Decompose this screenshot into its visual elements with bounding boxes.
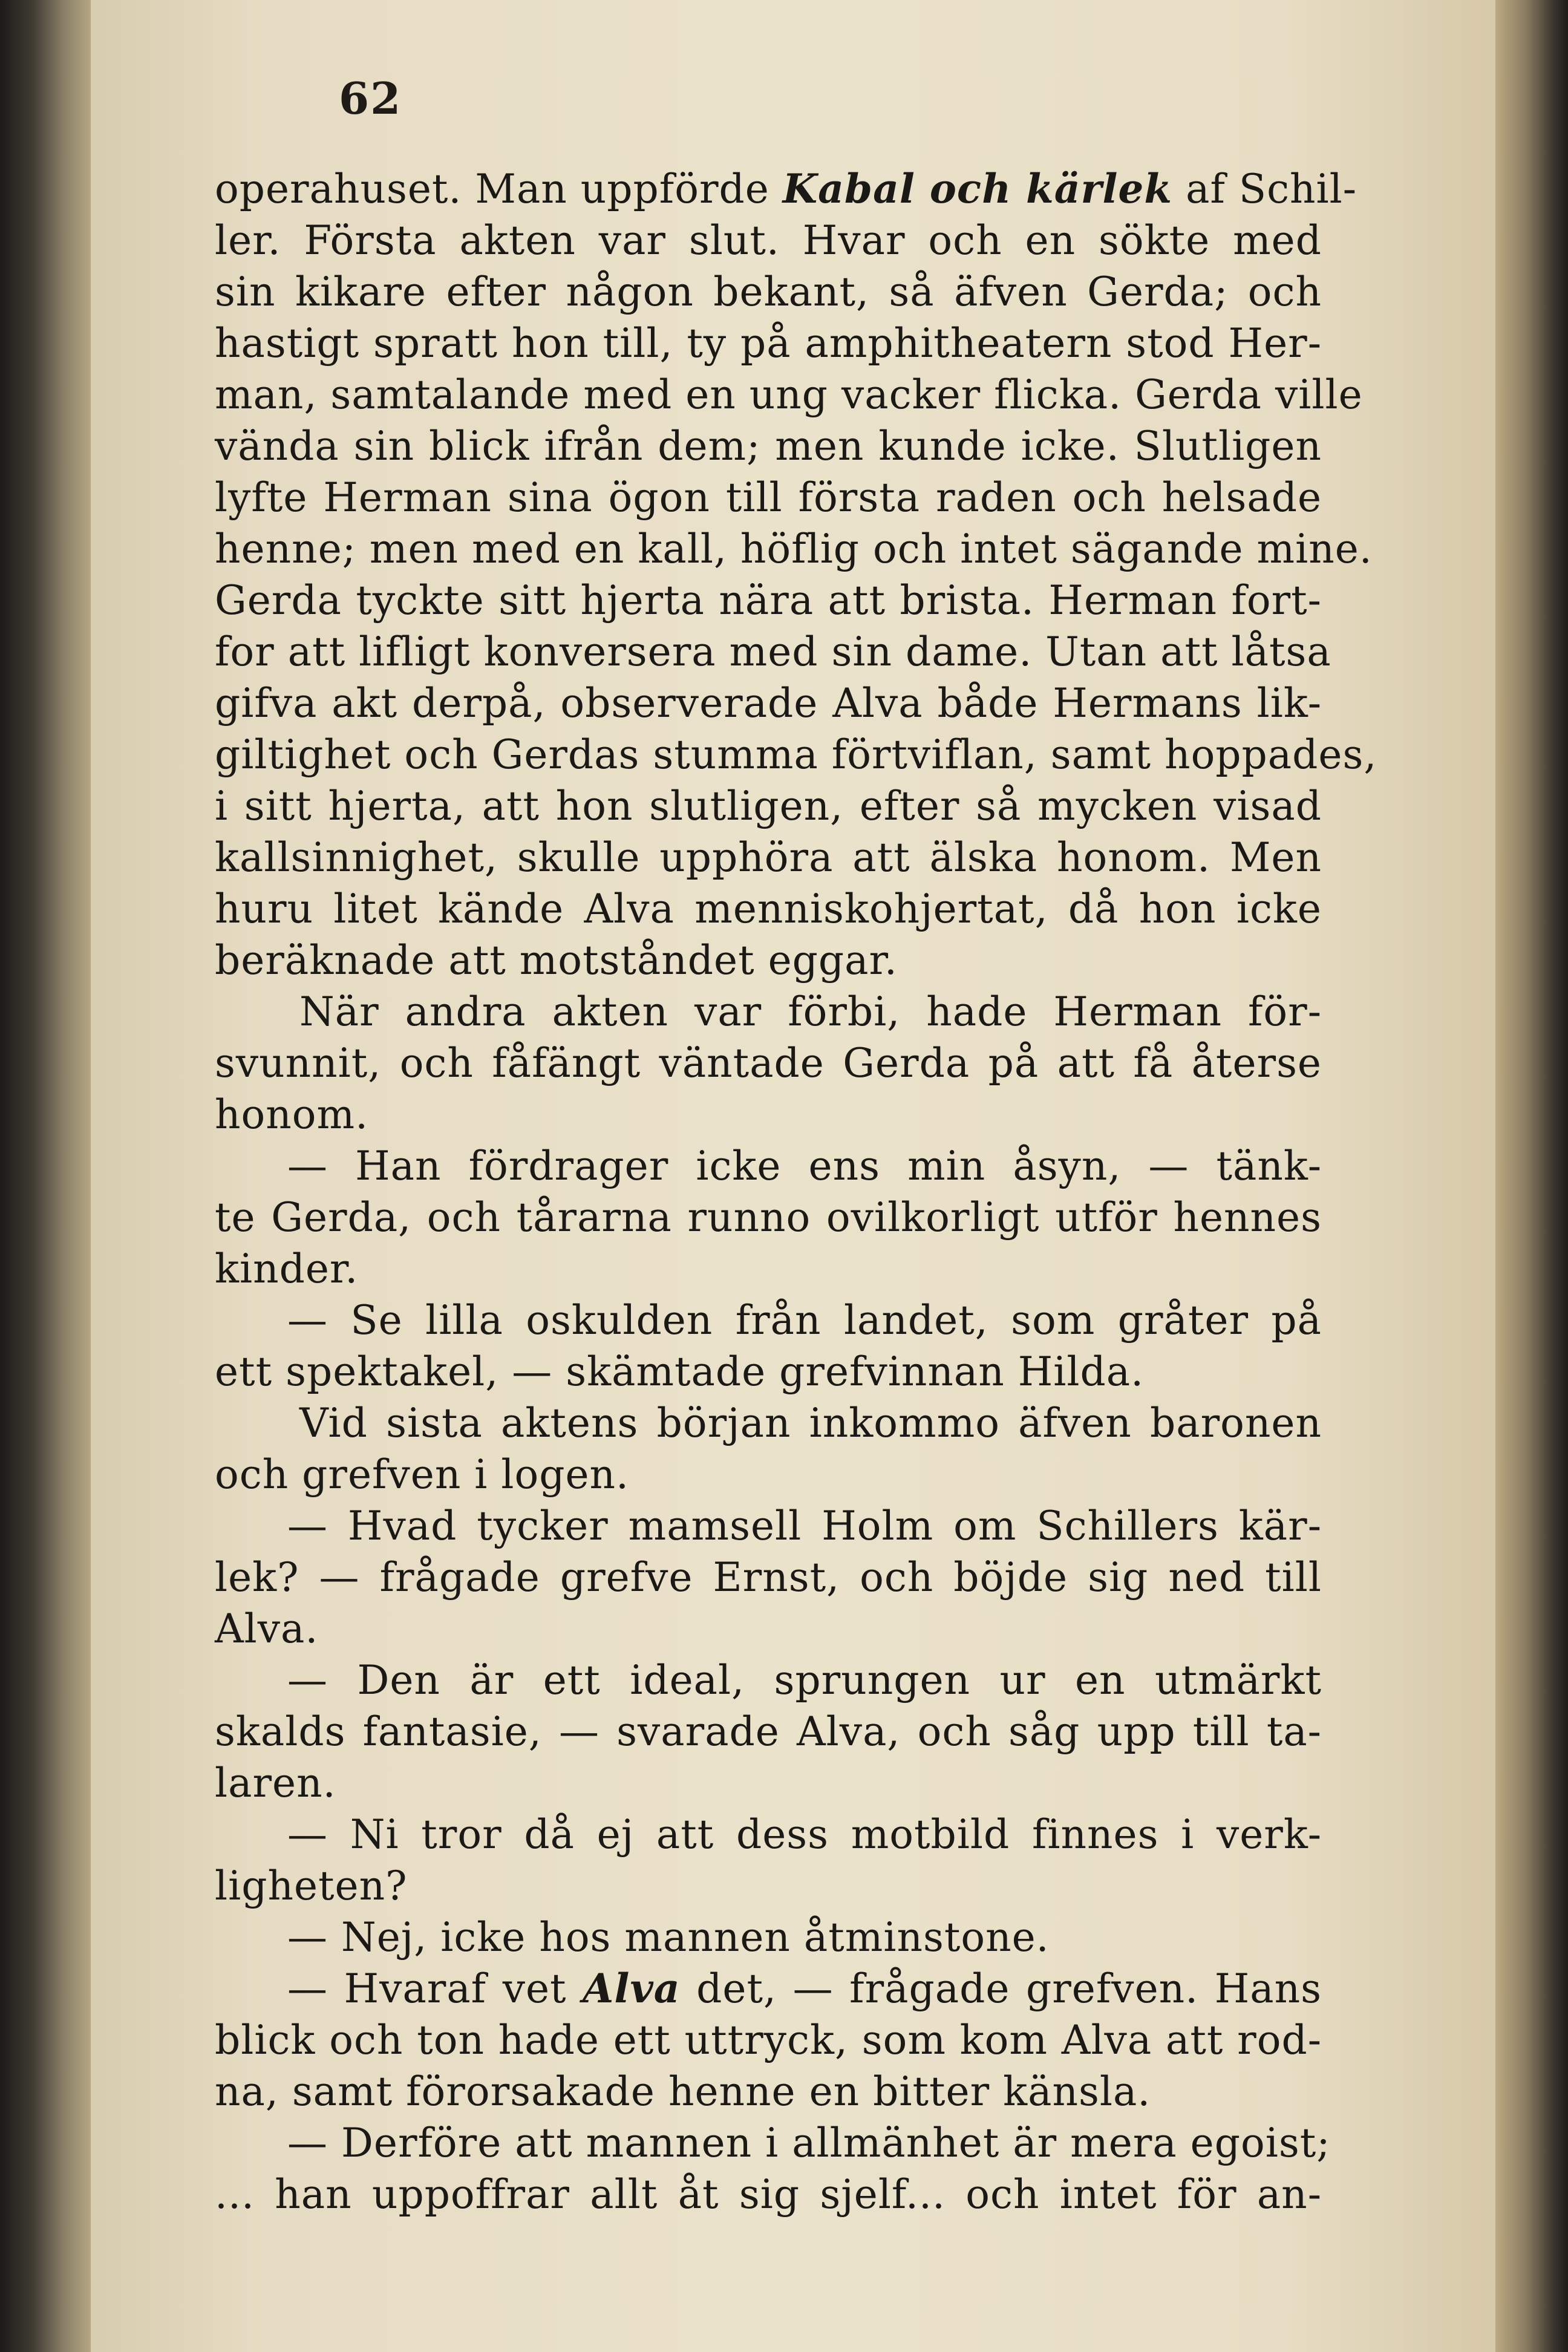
text-line-content: kallsinnighet, skulle upphöra att älska honom. Men — [215, 834, 1322, 881]
text-line-content: Alva. — [215, 1606, 319, 1652]
text-line — [215, 1963, 1322, 2014]
text-line-content: kinder. — [215, 1246, 359, 1292]
text-line — [215, 472, 1322, 523]
text-line-content: ler. Första akten var slut. Hvar och en sökte med — [215, 217, 1322, 264]
text-line-content: skalds fantasie, — svarade Alva, och såg upp till ta- — [215, 1708, 1322, 1755]
text-line — [215, 1809, 1322, 1860]
book-left-edge — [0, 0, 91, 2352]
body-text — [215, 163, 1377, 2220]
text-line — [215, 780, 1322, 832]
text-line-content: for att lifligt konversera med sin dame. Utan att låtsa — [215, 629, 1331, 675]
text-line — [215, 1192, 1322, 1243]
text-line — [215, 986, 1322, 1037]
text-line-content: operahuset. Man uppförde — [215, 166, 783, 212]
text-line-content: i sitt hjerta, att hon slutligen, efter så mycken visad — [215, 783, 1322, 829]
text-line — [215, 318, 1322, 369]
book-right-edge — [1495, 0, 1568, 2352]
text-line — [215, 1449, 1322, 1500]
text-line-content: — Han fördrager icke ens min åsyn, — tänk- — [287, 1143, 1322, 1189]
text-line-content: huru litet kände Alva menniskohjertat, då hon icke — [215, 886, 1322, 932]
text-line — [215, 832, 1322, 883]
text-line — [215, 935, 1322, 986]
text-line — [215, 523, 1373, 575]
text-line — [215, 729, 1377, 780]
text-line — [215, 1140, 1322, 1192]
text-line — [215, 1397, 1322, 1449]
text-line — [215, 2014, 1322, 2066]
text-line-content: — Den är ett ideal, sprungen ur en utmärkt — [287, 1657, 1322, 1704]
text-line — [215, 1295, 1322, 1346]
text-line-content: te Gerda, och tårarna runno ovilkorligt utför hennes — [215, 1194, 1322, 1241]
text-line-content: — Ni tror då ej att dess motbild finnes i verk- — [287, 1811, 1322, 1858]
text-line — [215, 1243, 1322, 1295]
text-line-content: laren. — [215, 1760, 336, 1806]
text-line — [215, 626, 1331, 678]
text-line-content: ligheten? — [215, 1863, 408, 1909]
text-line — [215, 1037, 1322, 1089]
text-line-content: man, samtalande med en ung vacker flicka. Gerda ville — [215, 371, 1363, 418]
text-line — [215, 883, 1322, 935]
page-number: 62 — [339, 73, 402, 124]
text-line — [215, 1757, 1322, 1809]
text-line — [215, 420, 1322, 472]
text-line-content: henne; men med en kall, höflig och intet sägande mine. — [215, 526, 1373, 572]
text-line-content: beräknade att motståndet eggar. — [215, 937, 898, 984]
text-line — [215, 1500, 1322, 1552]
text-line-content: Vid sista aktens början inkommo äfven baronen — [299, 1400, 1322, 1446]
text-line — [215, 2117, 1331, 2169]
text-line — [215, 369, 1363, 420]
text-line — [215, 1912, 1322, 1963]
text-line-content: och grefven i logen. — [215, 1451, 630, 1498]
text-line-content: ... han uppoffrar allt åt sig sjelf... och intet för an- — [215, 2171, 1322, 2218]
text-line — [215, 575, 1322, 626]
text-line — [215, 1346, 1322, 1397]
text-line — [215, 1552, 1322, 1603]
text-line-content: blick och ton hade ett uttryck, som kom Alva att rod- — [215, 2017, 1322, 2063]
text-line — [215, 2066, 1322, 2117]
text-line-content: — Hvaraf vet — [287, 1965, 583, 2012]
text-line — [215, 215, 1322, 266]
text-line-content: svunnit, och fåfängt väntade Gerda på att få återse — [215, 1040, 1322, 1086]
text-line-continuation: det, — frågade grefven. Hans — [680, 1965, 1322, 2012]
text-line-content: lek? — frågade grefve Ernst, och böjde sig ned till — [215, 1554, 1322, 1601]
text-line — [215, 163, 1357, 215]
italic-title: Kabal och kärlek — [782, 165, 1173, 212]
text-line-content: — Hvad tycker mamsell Holm om Schillers kär- — [287, 1503, 1322, 1549]
text-line-continuation: af Schil- — [1172, 166, 1357, 212]
text-line-content: Gerda tyckte sitt hjerta nära att brista. Herman fort- — [215, 577, 1322, 624]
text-line — [215, 2169, 1322, 2220]
text-line-content: — Derföre att mannen i allmänhet är mera egoist; — [287, 2120, 1331, 2166]
text-line-content: — Nej, icke hos mannen åtminstone. — [287, 1914, 1050, 1961]
text-line-content: När andra akten var förbi, hade Herman för- — [299, 988, 1322, 1035]
text-line — [215, 1706, 1322, 1757]
text-line — [215, 1603, 1322, 1655]
text-line-content: ett spektakel, — skämtade grefvinnan Hilda. — [215, 1348, 1145, 1395]
text-line — [215, 266, 1322, 318]
text-line-content: sin kikare efter någon bekant, så äfven Gerda; och — [215, 269, 1322, 315]
text-line-content: — Se lilla oskulden från landet, som gråter på — [287, 1297, 1322, 1344]
text-line — [215, 1655, 1322, 1706]
text-line-content: honom. — [215, 1091, 369, 1138]
text-line-content: hastigt spratt hon till, ty på amphitheatern stod Her- — [215, 320, 1322, 367]
text-line — [215, 1089, 1322, 1140]
text-line — [215, 678, 1322, 729]
text-line — [215, 1860, 1322, 1912]
text-line-content: gifva akt derpå, observerade Alva både Hermans lik- — [215, 680, 1322, 727]
text-line-content: lyfte Herman sina ögon till första raden och helsade — [215, 474, 1322, 521]
text-line-content: na, samt förorsakade henne en bitter känsla. — [215, 2068, 1151, 2115]
text-line-content: vända sin blick ifrån dem; men kunde icke. Slutligen — [215, 423, 1322, 469]
text-line-content: giltighet och Gerdas stumma förtviflan, samt hoppades, — [215, 731, 1377, 778]
italic-title: Alva — [583, 1965, 681, 2012]
